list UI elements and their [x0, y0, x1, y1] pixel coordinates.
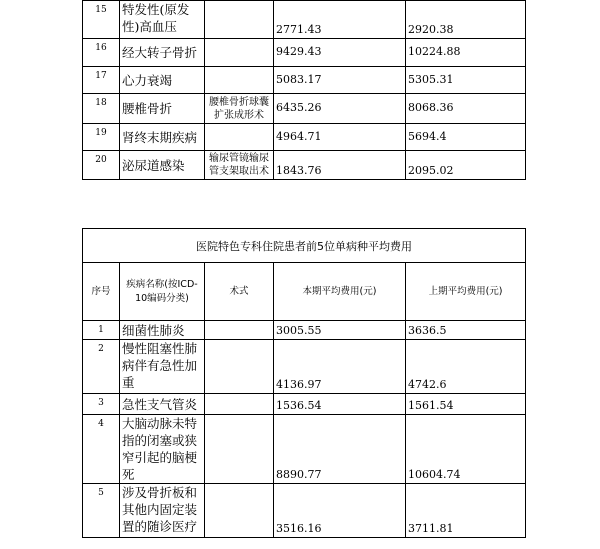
procedure: 腰椎骨折球囊扩张成形术 — [205, 94, 274, 124]
previous-cost: 2920.38 — [406, 1, 526, 39]
header-previous-cost: 上期平均费用(元) — [406, 263, 526, 321]
table-row — [83, 415, 526, 484]
previous-cost: 4742.6 — [406, 340, 526, 394]
row-number: 3 — [83, 394, 120, 415]
previous-cost: 3636.5 — [406, 321, 526, 340]
previous-cost: 8068.36 — [406, 94, 526, 124]
table-row — [83, 124, 526, 151]
current-cost: 3005.55 — [274, 321, 406, 340]
procedure — [205, 394, 274, 415]
table-row — [83, 394, 526, 415]
table-row — [83, 340, 526, 394]
procedure — [205, 484, 274, 538]
current-cost: 4964.71 — [274, 124, 406, 151]
current-cost: 5083.17 — [274, 67, 406, 94]
previous-cost: 1561.54 — [406, 394, 526, 415]
table-row — [83, 39, 526, 67]
row-number: 5 — [83, 484, 120, 538]
table-title-row — [83, 229, 526, 263]
row-number: 1 — [83, 321, 120, 340]
disease-name: 慢性阻塞性肺病伴有急性加重 — [120, 340, 205, 394]
specialty-cost-table — [82, 228, 526, 538]
header-current-cost: 本期平均费用(元) — [274, 263, 406, 321]
header-disease-name: 疾病名称(按ICD-10编码分类) — [120, 263, 205, 321]
table-row — [83, 151, 526, 180]
disease-name: 腰椎骨折 — [120, 94, 205, 124]
disease-name: 经大转子骨折 — [120, 39, 205, 67]
previous-cost: 5694.4 — [406, 124, 526, 151]
disease-name: 急性支气管炎 — [120, 394, 205, 415]
previous-cost: 10604.74 — [406, 415, 526, 484]
disease-name: 肾终末期疾病 — [120, 124, 205, 151]
procedure — [205, 415, 274, 484]
current-cost: 2771.43 — [274, 1, 406, 39]
procedure — [205, 124, 274, 151]
current-cost: 1843.76 — [274, 151, 406, 180]
procedure — [205, 340, 274, 394]
table-row — [83, 94, 526, 124]
table-title: 医院特色专科住院患者前5位单病种平均费用 — [83, 229, 526, 263]
header-procedure: 术式 — [205, 263, 274, 321]
procedure — [205, 67, 274, 94]
row-number: 2 — [83, 340, 120, 394]
current-cost: 8890.77 — [274, 415, 406, 484]
current-cost: 1536.54 — [274, 394, 406, 415]
table-row — [83, 484, 526, 538]
current-cost: 3516.16 — [274, 484, 406, 538]
row-number: 18 — [83, 94, 120, 124]
procedure: 输尿管镜输尿管支架取出术 — [205, 151, 274, 180]
table-row — [83, 321, 526, 340]
header-no: 序号 — [83, 263, 120, 321]
previous-cost: 10224.88 — [406, 39, 526, 67]
row-number: 4 — [83, 415, 120, 484]
previous-cost: 3711.81 — [406, 484, 526, 538]
row-number: 15 — [83, 1, 120, 39]
disease-name: 细菌性肺炎 — [120, 321, 205, 340]
disease-name: 涉及骨折板和其他内固定装置的随诊医疗 — [120, 484, 205, 538]
row-number: 19 — [83, 124, 120, 151]
disease-name: 特发性(原发性)高血压 — [120, 1, 205, 39]
row-number: 17 — [83, 67, 120, 94]
disease-name: 大脑动脉未特指的闭塞或狭窄引起的脑梗死 — [120, 415, 205, 484]
current-cost: 9429.43 — [274, 39, 406, 67]
cost-table-top — [82, 0, 526, 180]
disease-name: 泌尿道感染 — [120, 151, 205, 180]
previous-cost: 2095.02 — [406, 151, 526, 180]
current-cost: 4136.97 — [274, 340, 406, 394]
table-row — [83, 1, 526, 39]
procedure — [205, 39, 274, 67]
row-number: 20 — [83, 151, 120, 180]
row-number: 16 — [83, 39, 120, 67]
previous-cost: 5305.31 — [406, 67, 526, 94]
disease-name: 心力衰竭 — [120, 67, 205, 94]
table-row — [83, 67, 526, 94]
procedure — [205, 1, 274, 39]
table-header-row — [83, 263, 526, 321]
current-cost: 6435.26 — [274, 94, 406, 124]
procedure — [205, 321, 274, 340]
